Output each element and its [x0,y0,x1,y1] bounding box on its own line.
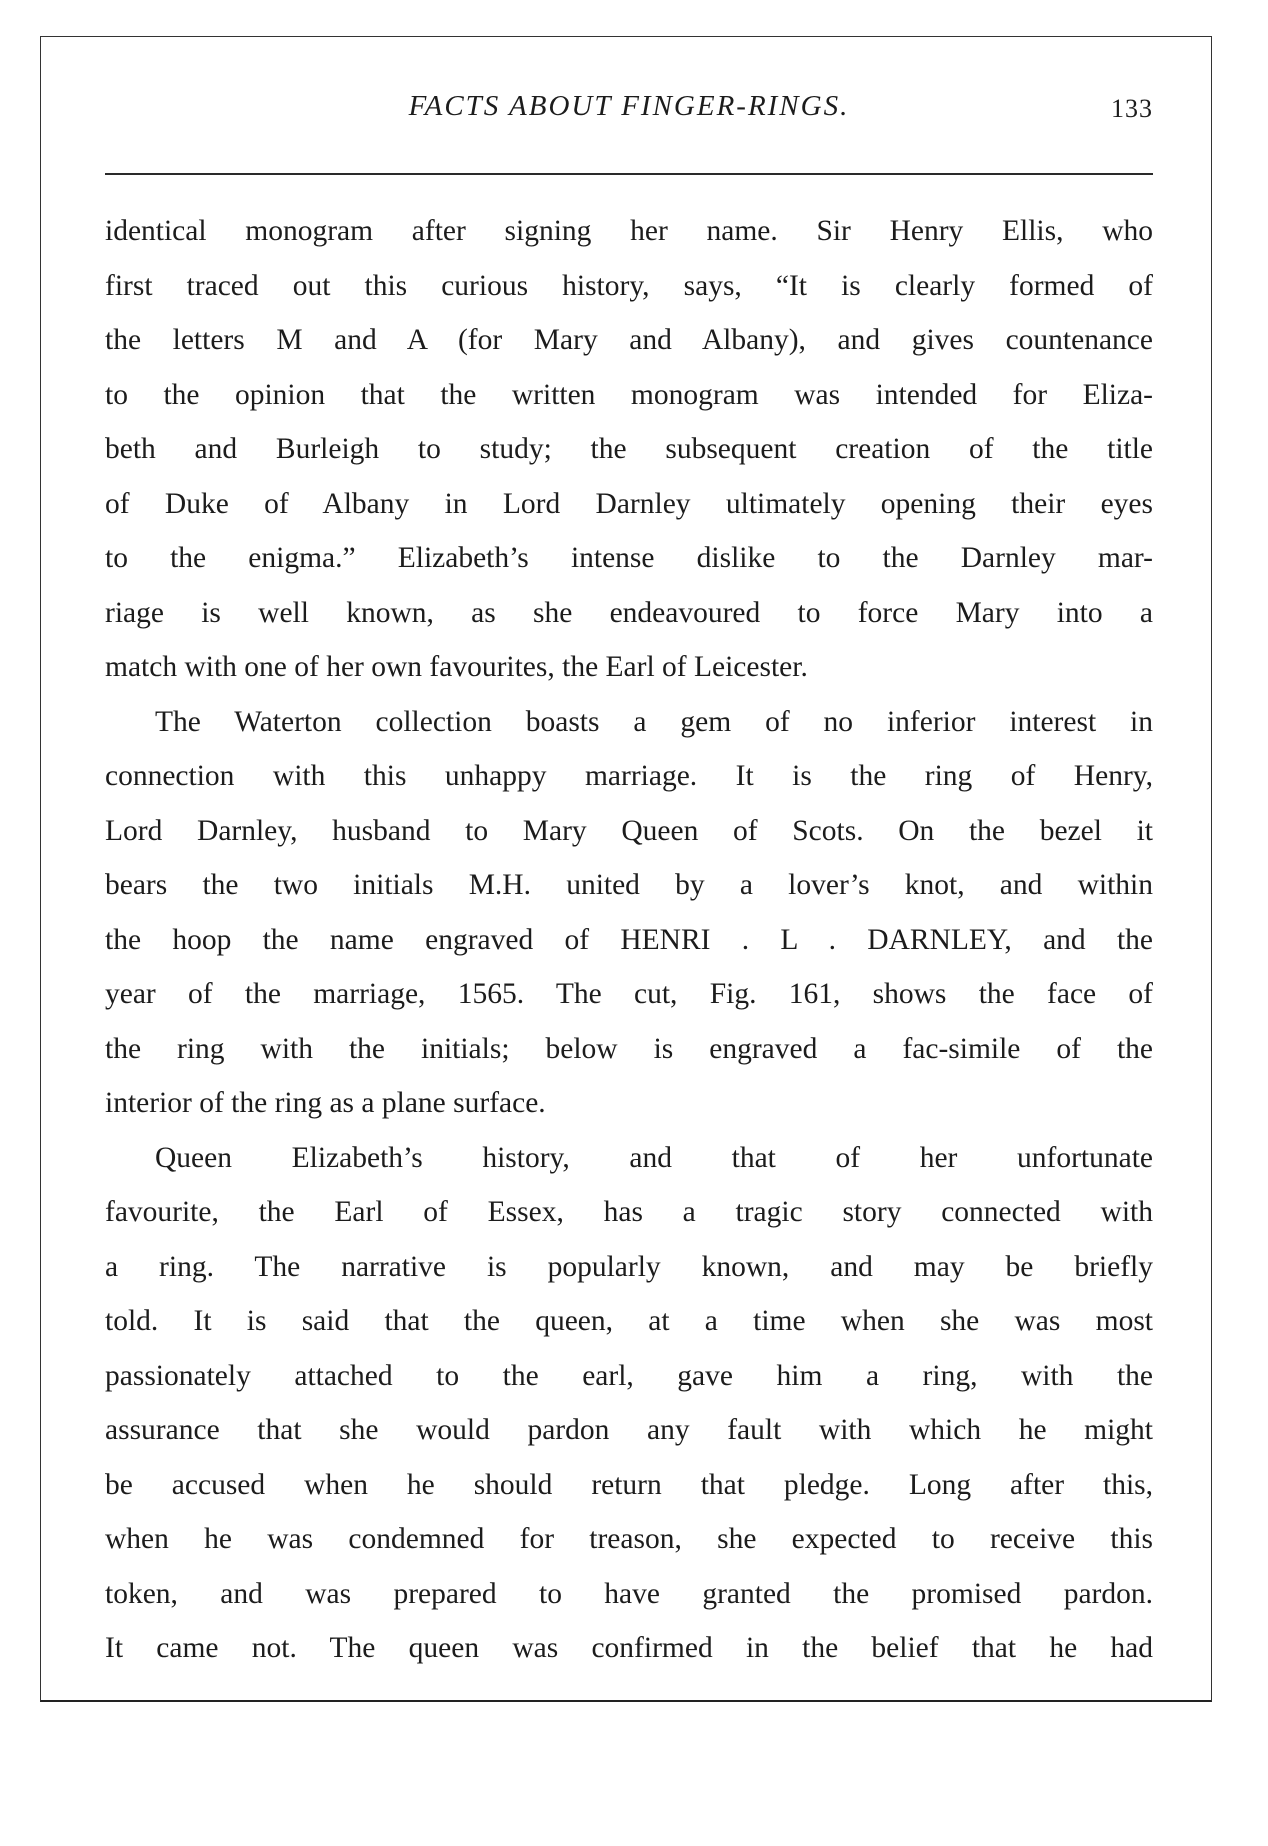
header-rule [105,173,1153,175]
text-line: be accused when he should return that pledge. Long after this, [105,1468,1153,1501]
text-line: when he was condemned for treason, she expected to receive this [105,1523,1153,1555]
text-line: year of the marriage, 1565. The cut, Fig. 161, shows the face of [105,978,1153,1010]
text-line: Queen Elizabeth’s history, and that of her unfortunate [155,1141,1153,1174]
text-line: passionately attached to the earl, gave him a ring, with the [105,1359,1153,1392]
running-head [105,90,1153,130]
page-number: 133 [1111,94,1153,123]
text-line: the ring with the initials; below is engraved a fac-simile of the [105,1032,1153,1065]
text-line: The Waterton collection boasts a gem of no inferior interest in [155,705,1153,738]
text-line: to the enigma.” Elizabeth’s intense dislike to the Darnley mar- [105,542,1153,574]
text-line: bears the two initials M.H. united by a lover’s knot, and within [105,869,1153,901]
text-line: to the opinion that the written monogram was intended for Eliza- [105,378,1153,411]
text-line: riage is well known, as she endeavoured to force Mary into a [105,596,1153,629]
text-line: match with one of her own favourites, the Earl of Leicester. [105,651,808,683]
running-title: FACTS ABOUT FINGER-RINGS. [408,90,850,122]
text-line: connection with this unhappy marriage. It is the ring of Henry, [105,760,1153,792]
text-line: of Duke of Albany in Lord Darnley ultimately opening their eyes [105,487,1153,520]
paragraph [105,695,1153,1131]
body-text [105,204,1153,1676]
text-line: a ring. The narrative is popularly known, and may be briefly [105,1250,1153,1283]
text-line: the letters M and A (for Mary and Albany), and gives countenance [105,324,1153,356]
text-line: favourite, the Earl of Essex, has a tragic story connected with [105,1196,1153,1228]
text-line: token, and was prepared to have granted the promised pardon. [105,1577,1153,1610]
text-line: assurance that she would pardon any fault with which he might [105,1414,1153,1446]
text-line: It came not. The queen was confirmed in the belief that he had [105,1632,1153,1664]
paragraph [105,204,1153,695]
text-line: the hoop the name engraved of HENRI . L . DARNLEY, and the [105,923,1153,956]
text-line: told. It is said that the queen, at a time when she was most [105,1305,1153,1337]
text-line: beth and Burleigh to study; the subsequent creation of the title [105,433,1153,465]
text-line: interior of the ring as a plane surface. [105,1087,546,1119]
text-line: first traced out this curious history, says, “It is clearly formed of [105,269,1153,302]
text-line: Lord Darnley, husband to Mary Queen of Scots. On the bezel it [105,814,1153,847]
paragraph [105,1131,1153,1676]
text-line: identical monogram after signing her name. Sir Henry Ellis, who [105,215,1153,247]
